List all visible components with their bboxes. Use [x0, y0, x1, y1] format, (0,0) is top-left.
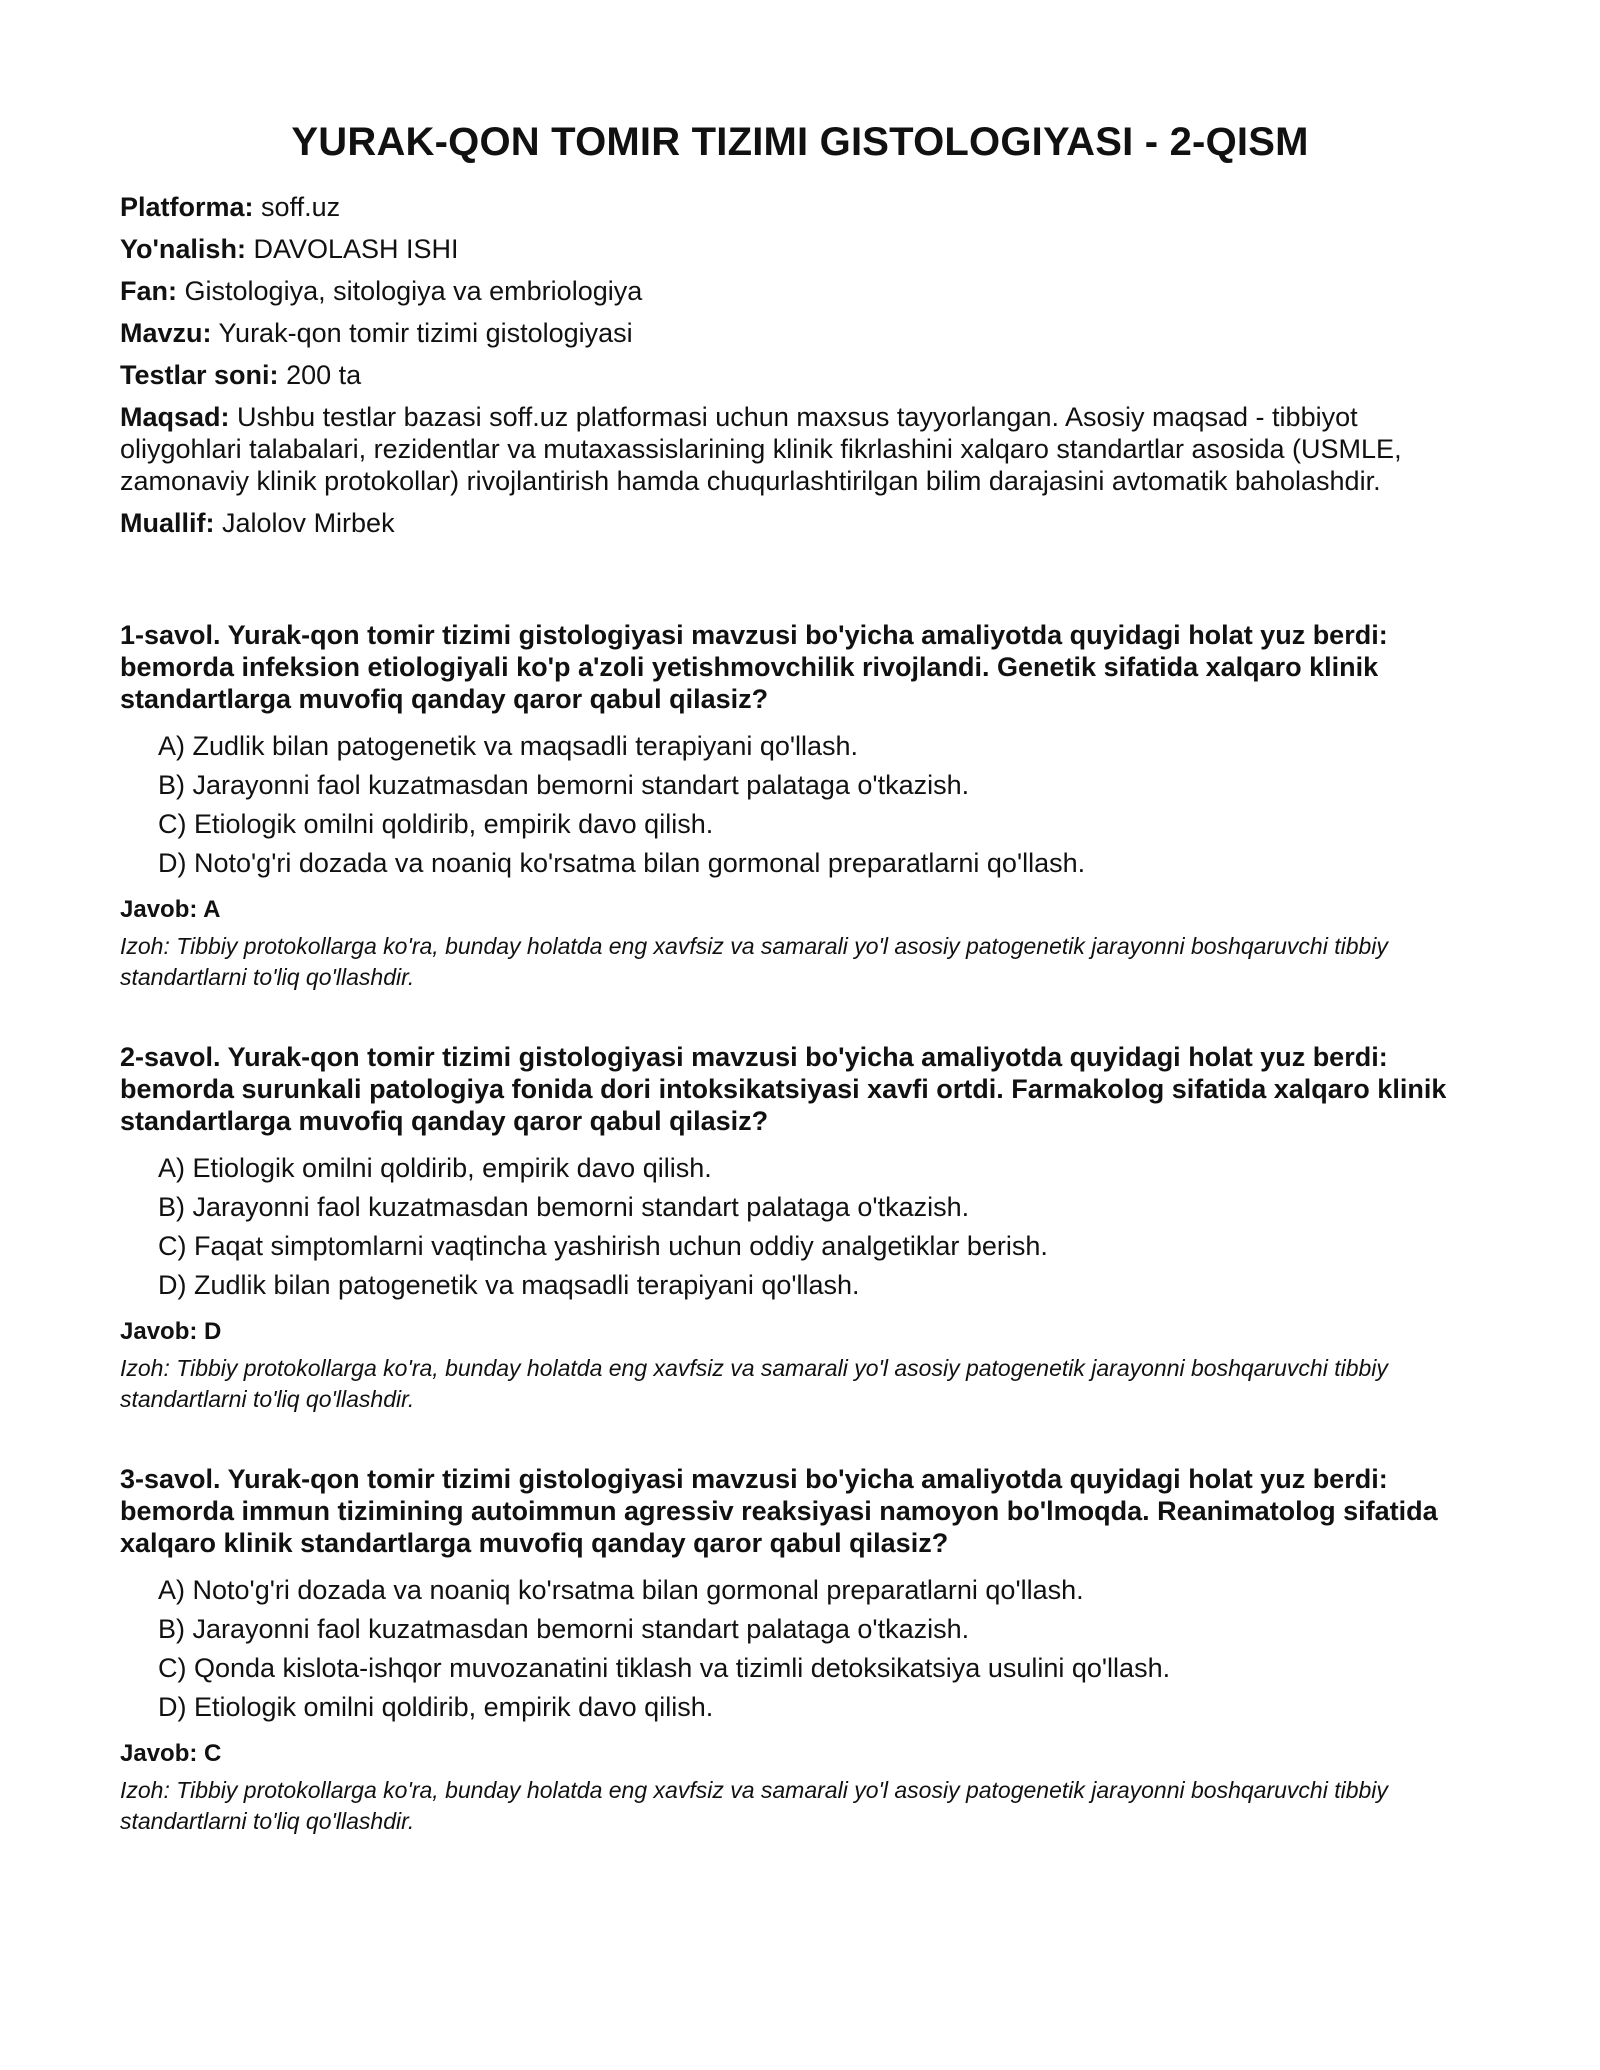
- meta-goal-value: Ushbu testlar bazasi soff.uz platformasi uchun maxsus tayyorlangan. Asosiy maqsad - tibbiyot oliygohlari talabalari, rezidentlar va mutaxassislarining klinik fikrlashini xalqaro standartlar asosida (USMLE, zamonaviy klinik protokollar) rivojlantirish hamda chuqurlashtirilgan bilim darajasini avtomatik baholashdir.: [120, 402, 1402, 496]
- meta-test-count-label: Testlar soni:: [120, 360, 279, 390]
- option-list: [120, 727, 1480, 883]
- option-d: D) Noto'g'ri dozada va noaniq ko'rsatma bilan gormonal preparatlarni qo'llash.: [158, 848, 1086, 878]
- explanation-text: Izoh: Tibbiy protokollarga ko'ra, bunday holatda eng xavfsiz va samarali yo'l asosiy patogenetik jarayonni boshqaruvchi tibbiy standartlarni to'liq qo'llashdir.: [120, 1355, 1388, 1412]
- answer-label: Javob: D: [120, 1318, 222, 1345]
- meta-topic-value: Yurak-qon tomir tizimi gistologiyasi: [218, 318, 633, 348]
- option-b: B) Jarayonni faol kuzatmasdan bemorni standart palataga o'tkazish.: [158, 1614, 970, 1644]
- meta-topic: [120, 317, 1480, 349]
- meta-direction: [120, 233, 1480, 265]
- answer-label: Javob: A: [120, 896, 221, 923]
- meta-topic-label: Mavzu:: [120, 318, 212, 348]
- option-a: A) Zudlik bilan patogenetik va maqsadli terapiyani qo'llash.: [158, 731, 859, 761]
- meta-author-value: Jalolov Mirbek: [222, 508, 395, 538]
- document-title: YURAK-QON TOMIR TIZIMI GISTOLOGIYASI - 2-QISM: [291, 120, 1309, 164]
- meta-platform-value: soff.uz: [261, 192, 341, 222]
- section-spacer: [120, 549, 1480, 619]
- option-list: [120, 1149, 1480, 1305]
- meta-subject-label: Fan:: [120, 276, 177, 306]
- question-2: [120, 1041, 1480, 1415]
- question-3: [120, 1463, 1480, 1837]
- question-text: 3-savol. Yurak-qon tomir tizimi gistologiyasi mavzusi bo'yicha amaliyotda quyidagi holat yuz berdi: bemorda immun tizimining autoimmun agressiv reaksiyasi namoyon bo'lmoqda. Reanimatolog sifatida xalqaro klinik standartlarga muvofiq qanday qaror qabul qilasiz?: [120, 1464, 1438, 1558]
- option-list: [120, 1571, 1480, 1727]
- metadata-block: [120, 191, 1480, 539]
- option-c: C) Faqat simptomlarni vaqtincha yashirish uchun oddiy analgetiklar berish.: [158, 1231, 1048, 1261]
- explanation-text: Izoh: Tibbiy protokollarga ko'ra, bunday holatda eng xavfsiz va samarali yo'l asosiy patogenetik jarayonni boshqaruvchi tibbiy standartlarni to'liq qo'llashdir.: [120, 1777, 1388, 1834]
- meta-platform-label: Platforma:: [120, 192, 254, 222]
- explanation-text: Izoh: Tibbiy protokollarga ko'ra, bunday holatda eng xavfsiz va samarali yo'l asosiy patogenetik jarayonni boshqaruvchi tibbiy standartlarni to'liq qo'llashdir.: [120, 933, 1388, 990]
- question-text: 1-savol. Yurak-qon tomir tizimi gistologiyasi mavzusi bo'yicha amaliyotda quyidagi holat yuz berdi: bemorda infeksion etiologiyali ko'p a'zoli yetishmovchilik rivojlandi. Genetik sifatida xalqaro klinik standartlarga muvofiq qanday qaror qabul qilasiz?: [120, 620, 1388, 714]
- meta-direction-label: Yo'nalish:: [120, 234, 246, 264]
- option-d: D) Zudlik bilan patogenetik va maqsadli terapiyani qo'llash.: [158, 1270, 860, 1300]
- option-b: B) Jarayonni faol kuzatmasdan bemorni standart palataga o'tkazish.: [158, 1192, 970, 1222]
- option-a: A) Etiologik omilni qoldirib, empirik davo qilish.: [158, 1153, 712, 1183]
- meta-test-count: [120, 359, 1480, 391]
- meta-test-count-value: 200 ta: [286, 360, 362, 390]
- question-text: 2-savol. Yurak-qon tomir tizimi gistologiyasi mavzusi bo'yicha amaliyotda quyidagi holat yuz berdi: bemorda surunkali patologiya fonida dori intoksikatsiyasi xavfi ortdi. Farmakolog sifatida xalqaro klinik standartlarga muvofiq qanday qaror qabul qilasiz?: [120, 1042, 1447, 1136]
- question-1: [120, 619, 1480, 993]
- meta-goal-label: Maqsad:: [120, 402, 230, 432]
- option-b: B) Jarayonni faol kuzatmasdan bemorni standart palataga o'tkazish.: [158, 770, 970, 800]
- meta-direction-value: DAVOLASH ISHI: [253, 234, 459, 264]
- meta-platform: [120, 191, 1480, 223]
- meta-goal: [120, 401, 1480, 497]
- option-a: A) Noto'g'ri dozada va noaniq ko'rsatma bilan gormonal preparatlarni qo'llash.: [158, 1575, 1084, 1605]
- meta-author-label: Muallif:: [120, 508, 215, 538]
- meta-subject: [120, 275, 1480, 307]
- option-c: C) Etiologik omilni qoldirib, empirik davo qilish.: [158, 809, 714, 839]
- meta-subject-value: Gistologiya, sitologiya va embriologiya: [184, 276, 643, 306]
- option-d: D) Etiologik omilni qoldirib, empirik davo qilish.: [158, 1692, 714, 1722]
- option-c: C) Qonda kislota-ishqor muvozanatini tiklash va tizimli detoksikatsiya usulini qo'llash.: [158, 1653, 1171, 1683]
- answer-label: Javob: C: [120, 1740, 222, 1767]
- meta-author: [120, 507, 1480, 539]
